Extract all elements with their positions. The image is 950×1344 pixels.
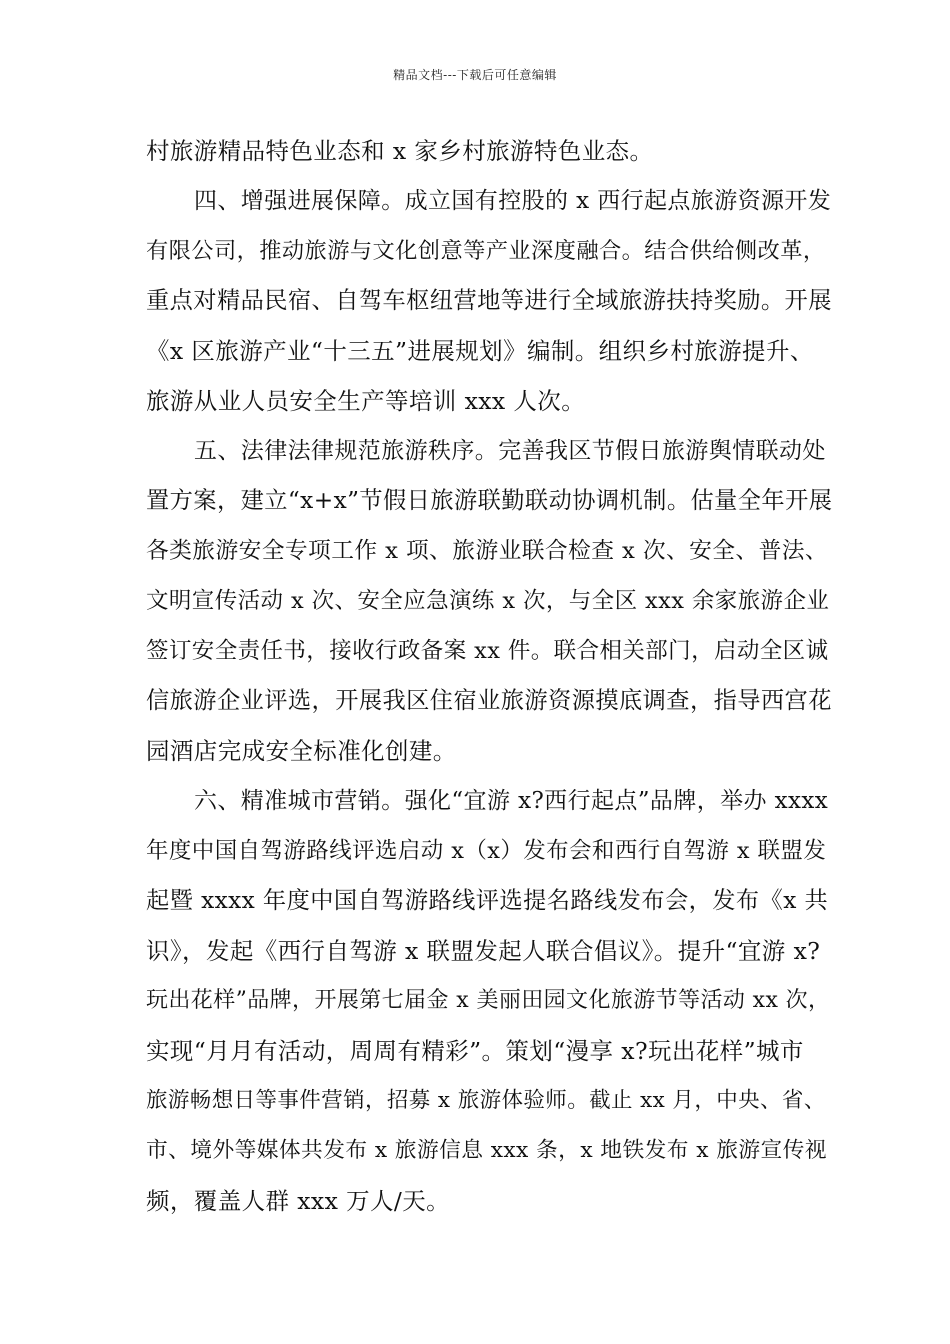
text-line: 有限公司，推动旅游与文化创意等产业深度融合。结合供给侧改革， bbox=[146, 238, 826, 264]
text-line: 园酒店完成安全标准化创建。 bbox=[146, 737, 457, 765]
text-line: 五、法律法律规范旅游秩序。完善我区节假日旅游舆情联动处 bbox=[194, 438, 826, 464]
text-line: 信旅游企业评选，开展我区住宿业旅游资源摸底调查，指导西宫花 bbox=[146, 687, 832, 714]
text-line: 各类旅游安全专项工作 x 项、旅游业联合检查 x 次、安全、普法、 bbox=[146, 538, 829, 564]
text-line: 签订安全责任书，接收行政备案 xx 件。联合相关部门，启动全区诚 bbox=[146, 638, 829, 664]
text-line: 四、增强进展保障。成立国有控股的 x 西行起点旅游资源开发 bbox=[194, 188, 832, 214]
text-line: 实现“月月有活动，周周有精彩”。策划“漫享 x?玩出花样”城市 bbox=[146, 1037, 804, 1065]
text-line: 市、境外等媒体共发布 x 旅游信息 xxx 条，x 地铁发布 x 旅游宣传视 bbox=[146, 1138, 827, 1163]
text-line: 《x 区旅游产业“十三五”进展规划》编制。组织乡村旅游提升、 bbox=[146, 337, 814, 365]
text-line: 置方案，建立“x+x”节假日旅游联勤联动协调机制。估量全年开展 bbox=[146, 487, 833, 514]
text-line: 起暨 xxxx 年度中国自驾游路线评选提名路线发布会，发布《x 共 bbox=[146, 887, 829, 914]
text-line: 旅游从业人员安全生产等培训 xxx 人次。 bbox=[146, 387, 586, 415]
text-line: 文明宣传活动 x 次、安全应急演练 x 次，与全区 xxx 余家旅游企业 bbox=[146, 588, 830, 614]
text-line: 识》，发起《西行自驾游 x 联盟发起人联合倡议》。提升“宜游 x? bbox=[146, 937, 821, 965]
text-line: 旅游畅想日等事件营销，招募 x 旅游体验师。截止 xx 月，中央、省、 bbox=[146, 1088, 826, 1113]
page-header: 精品文档---下载后可任意编辑 bbox=[393, 68, 557, 82]
text-line: 频，覆盖人群 xxx 万人/天。 bbox=[146, 1187, 451, 1215]
text-line: 玩出花样”品牌，开展第七届金 x 美丽田园文化旅游节等活动 xx 次， bbox=[146, 988, 831, 1013]
text-line: 重点对精品民宿、自驾车枢纽营地等进行全域旅游扶持奖励。开展 bbox=[146, 287, 832, 314]
text-line: 六、精准城市营销。强化“宜游 x?西行起点”品牌，举办 xxxx bbox=[194, 788, 829, 814]
text-line: 年度中国自驾游路线评选启动 x（x）发布会和西行自驾游 x 联盟发 bbox=[146, 838, 827, 864]
text-line: 村旅游精品特色业态和 x 家乡村旅游特色业态。 bbox=[146, 137, 654, 165]
